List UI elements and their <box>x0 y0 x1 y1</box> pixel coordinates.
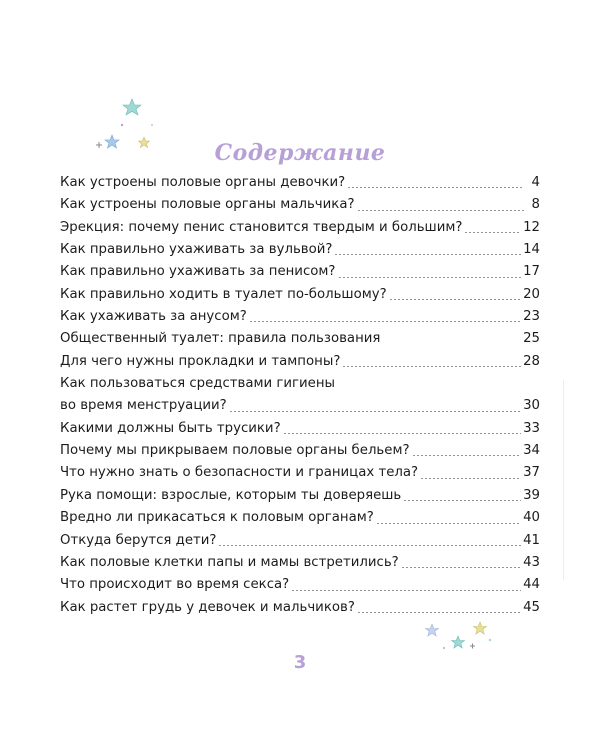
toc-entry-page: 44 <box>523 577 540 593</box>
toc-entry <box>60 530 540 552</box>
toc-entry <box>60 485 540 507</box>
toc-entry-title: Как устроены половые органы девочки? <box>60 175 346 190</box>
leader-dots <box>376 523 521 524</box>
leader-dots <box>412 455 522 456</box>
toc-entry <box>60 552 540 574</box>
toc-entry-title: Общественный туалет: правила пользования <box>60 331 381 347</box>
toc-entry-page: 40 <box>523 510 540 526</box>
toc-entry <box>60 194 540 216</box>
toc-entry-title: Откуда берутся дети? <box>60 532 217 548</box>
leader-dots <box>357 210 524 211</box>
leader-dots <box>291 590 521 591</box>
leader-dots <box>347 187 524 188</box>
toc-entry-page: 14 <box>523 242 540 258</box>
leader-dots <box>420 478 521 479</box>
toc-entry <box>60 217 540 239</box>
toc-entry-title: Как ухаживать за анусом? <box>60 309 247 325</box>
toc-entry <box>60 261 540 283</box>
leader-dots <box>218 545 521 546</box>
leader-dots <box>342 366 521 367</box>
toc-entry <box>60 395 540 417</box>
page-title: Содержание <box>214 140 386 166</box>
toc-entry <box>60 284 540 306</box>
toc-entry-page: 43 <box>523 554 540 570</box>
toc-entry-page: 41 <box>523 532 540 548</box>
toc-entry-title: Как правильно ухаживать за вульвой? <box>60 242 333 258</box>
toc-entry-title: Как растет грудь у девочек и мальчиков? <box>60 599 355 615</box>
toc-entry-page: 8 <box>531 197 540 213</box>
toc-entry-page: 37 <box>523 465 540 481</box>
leader-dots <box>401 567 521 568</box>
toc-entry-page: 20 <box>523 286 540 302</box>
leader-dots <box>229 411 521 412</box>
toc-entry <box>60 507 540 529</box>
leader-dots <box>334 254 521 255</box>
toc-entry-page: 25 <box>523 331 540 347</box>
toc-entry-page: 39 <box>523 487 540 503</box>
toc-entry-title: Как правильно ходить в туалет по-большому? <box>60 286 387 302</box>
toc-entry-page: 34 <box>523 443 540 459</box>
leader-dots <box>403 500 521 501</box>
toc-entry-page: 45 <box>523 599 540 615</box>
leader-dots <box>249 321 521 322</box>
toc-entry-title: Какими должны быть трусики? <box>60 420 281 436</box>
toc-entry-title: Как правильно ухаживать за пенисом? <box>60 264 336 280</box>
leader-dots <box>357 612 521 613</box>
toc-entry <box>60 440 540 462</box>
toc-entry <box>60 373 540 395</box>
toc-entry-title: Почему мы прикрываем половые органы бельем? <box>60 443 410 459</box>
toc-entry-page: 23 <box>523 309 540 325</box>
toc-entry-page: 4 <box>531 175 540 190</box>
toc-entry <box>60 172 540 194</box>
toc-entry-page: 30 <box>523 398 540 414</box>
toc-entry-page: 33 <box>523 420 540 436</box>
toc-entry <box>60 306 540 328</box>
toc-entry-title: во время менструации? <box>60 398 227 414</box>
toc-entry-title: Рука помощи: взрослые, которым ты доверяешь <box>60 487 402 503</box>
toc-entry-page: 17 <box>523 264 540 280</box>
leader-dots <box>382 344 521 345</box>
toc-entry <box>60 574 540 596</box>
toc-entry <box>60 597 540 619</box>
toc-entry-page: 28 <box>523 353 540 369</box>
table-of-contents <box>60 172 540 619</box>
toc-entry <box>60 239 540 261</box>
toc-entry-title: Что нужно знать о безопасности и границах тела? <box>60 465 419 481</box>
leader-dots <box>389 299 521 300</box>
leader-dots <box>283 433 521 434</box>
toc-entry-page: 12 <box>523 219 540 235</box>
faint-divider <box>563 380 564 580</box>
toc-entry <box>60 462 540 484</box>
toc-entry <box>60 328 540 350</box>
leader-dots <box>338 277 522 278</box>
toc-entry <box>60 351 540 373</box>
toc-entry-title: Эрекция: почему пенис становится твердым и большим? <box>60 219 463 235</box>
toc-entry-title: Как половые клетки папы и мамы встретились? <box>60 554 399 570</box>
toc-entry-title: Как устроены половые органы мальчика? <box>60 197 355 213</box>
toc-entry <box>60 418 540 440</box>
toc-entry-title: Вредно ли прикасаться к половым органам? <box>60 510 374 526</box>
toc-entry-title: Как пользоваться средствами гигиены <box>60 376 336 392</box>
leader-dots <box>464 232 521 233</box>
toc-entry-title: Для чего нужны прокладки и тампоны? <box>60 353 341 369</box>
page-number: 3 <box>293 652 307 673</box>
toc-entry-title: Что происходит во время секса? <box>60 577 290 593</box>
